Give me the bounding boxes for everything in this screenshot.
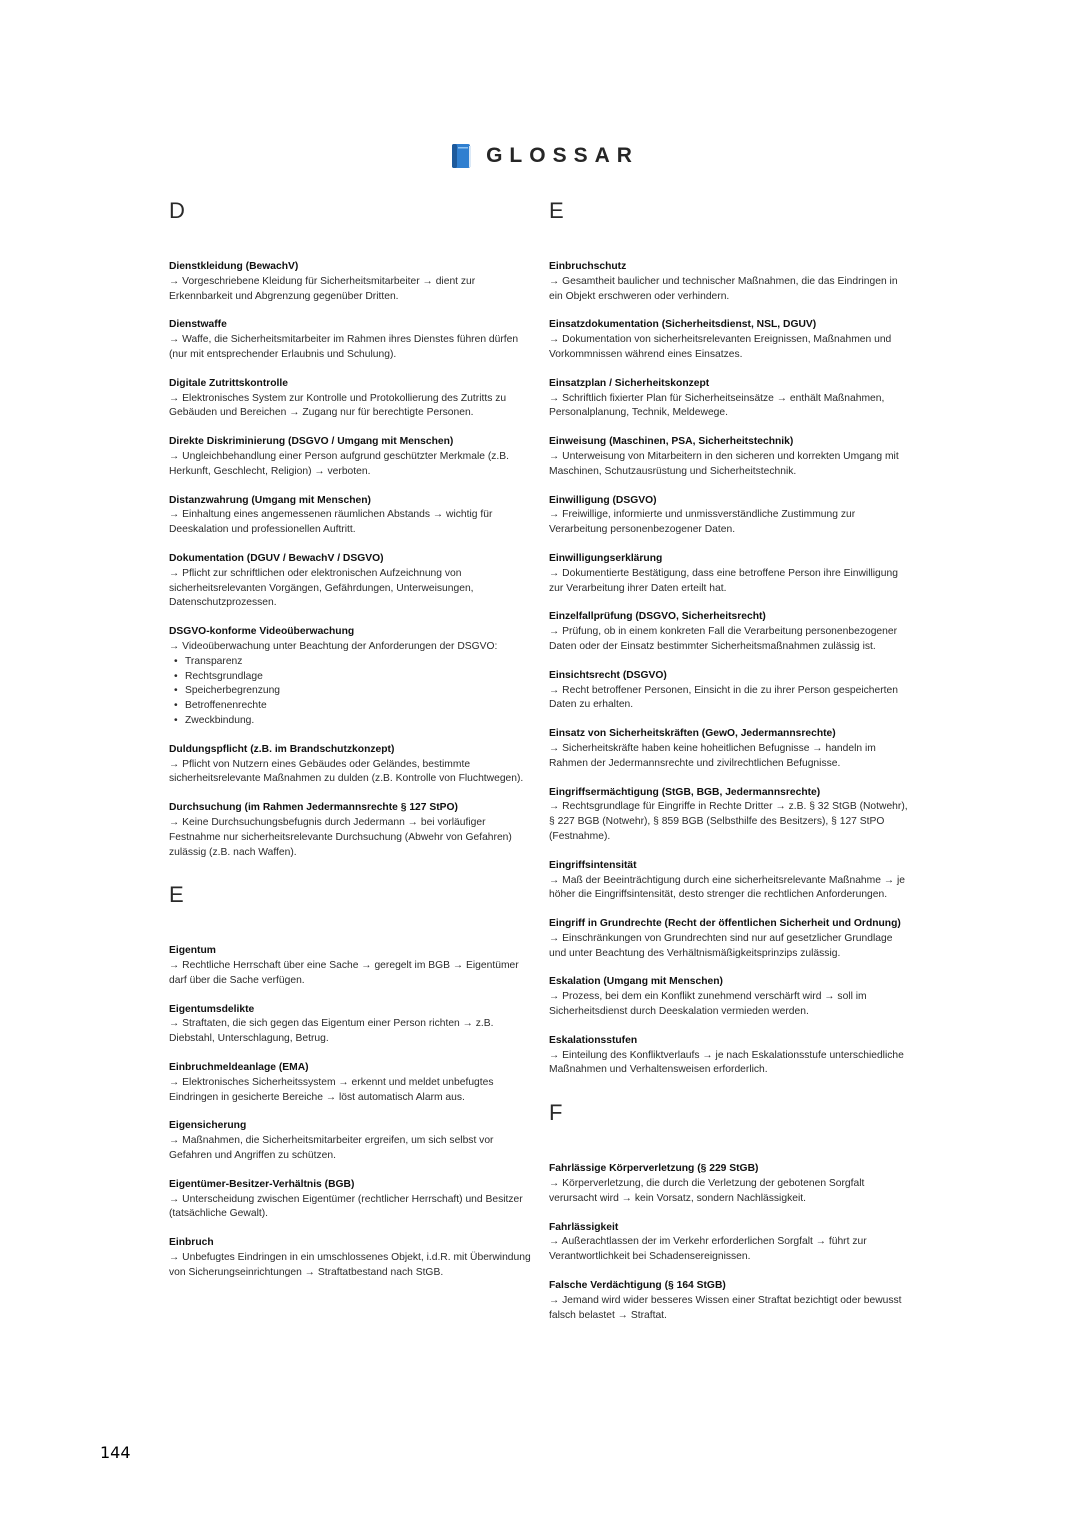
bullet-item: • Betroffenenrechte: [185, 699, 531, 714]
entry-term: Eigentum: [169, 945, 216, 957]
section-letter: F: [549, 1100, 563, 1126]
entry-term: Einwilligung (DSGVO): [549, 494, 657, 506]
section-letter: E: [549, 198, 564, 223]
entry-definition: → Maßnahmen, die Sicherheitsmitarbeiter ergreifen, um sich selbst vor Gefahren und Angriffen zu schützen.: [169, 1135, 494, 1162]
glossary-entry: [169, 1119, 531, 1163]
bullet-item: • Zweckbindung.: [185, 714, 531, 729]
entry-term: Einwilligungserklärung: [549, 552, 663, 564]
glossary-entry: [549, 727, 911, 771]
section-letter: E: [169, 882, 184, 908]
glossary-entry: [549, 610, 911, 654]
entry-definition: → Einteilung des Konfliktverlaufs → je nach Eskalationsstufe unterschiedliche Maßnahmen und Verhaltensweisen erforderlich.: [549, 1049, 904, 1076]
entry-definition: → Recht betroffener Personen, Einsicht in die zu ihrer Person gespeicherten Daten zu erhalten.: [549, 684, 898, 711]
glossary-entry: [169, 260, 531, 304]
entry-definition: → Dokumentation von sicherheitsrelevanten Ereignissen, Maßnahmen und Vorkommnissen während eines Einsatzes.: [549, 334, 892, 360]
entry-term: Falsche Verdächtigung (§ 164 StGB): [549, 1280, 726, 1292]
entry-definition: → Außerachtlassen der im Verkehr erforderlichen Sorgfalt → führt zur Verantwortlichkeit bei Schadensereignissen.: [549, 1236, 867, 1263]
entry-definition: → Körperverletzung, die durch die Verletzung der gebotenen Sorgfalt verursacht wird → kein Vorsatz, sondern Nachlässigkeit.: [549, 1178, 865, 1204]
entry-definition: → Unterweisung von Mitarbeitern in den sicheren und korrekten Umgang mit Maschinen, Schutzausrüstung und Sicherheitstechnik.: [549, 450, 899, 477]
glossary-column-left: [169, 198, 531, 1295]
glossary-section: [169, 198, 531, 860]
entry-term: Einsatzplan / Sicherheitskonzept: [549, 377, 710, 389]
bullet-item: • Transparenz: [185, 655, 531, 670]
entry-term: Eskalationsstufen: [549, 1034, 638, 1046]
entry-definition: → Pflicht von Nutzern eines Gebäudes oder Geländes, bestimmte sicherheitsrelevante Maßnahmen zu dulden (z.B. Kontrolle von Fluchtwegen).: [169, 758, 524, 785]
entry-term: Dienstwaffe: [169, 319, 227, 331]
glossary-entry: [169, 801, 531, 860]
entry-definition: → Unbefugtes Eindringen in ein umschlossenes Objekt, i.d.R. mit Überwindung von Sicherungseinrichtungen → Straftatbestand nach StGB.: [169, 1252, 531, 1278]
glossary-entry: [549, 859, 911, 903]
entry-definition: → Vorgeschriebene Kleidung für Sicherheitsmitarbeiter → dient zur Erkennbarkeit und Abgrenzung gegenüber Dritten.: [169, 275, 476, 302]
glossary-entry: [549, 1221, 911, 1265]
entry-term: Eigensicherung: [169, 1120, 247, 1132]
section-letter: D: [169, 198, 185, 223]
glossary-entry: [549, 975, 911, 1019]
entry-term: Digitale Zutrittskontrolle: [169, 377, 288, 389]
glossary-entry: [169, 435, 531, 479]
bullet-item: • Rechtsgrundlage: [185, 670, 531, 685]
entry-term: Fahrlässigkeit: [549, 1221, 619, 1233]
entry-term: Fahrlässige Körperverletzung (§ 229 StGB): [549, 1163, 759, 1175]
bullet-item: • Speicherbegrenzung: [185, 684, 531, 699]
book-icon: [450, 143, 472, 169]
entry-term: Direkte Diskriminierung (DSGVO / Umgang mit Menschen): [169, 436, 454, 448]
entry-term: Eingriffsermächtigung (StGB, BGB, Jedermannsrechte): [549, 786, 821, 798]
entry-definition: → Jemand wird wider besseres Wissen einer Straftat bezichtigt oder bewusst falsch belastet → Straftat.: [549, 1294, 902, 1321]
entry-term: Eigentümer-Besitzer-Verhältnis (BGB): [169, 1178, 355, 1190]
glossary-entry: [169, 625, 531, 729]
entry-definition: → Videoüberwachung unter Beachtung der Anforderungen der DSGVO:: [169, 640, 498, 652]
glossary-entry: [169, 944, 531, 988]
entry-term: Eskalation (Umgang mit Menschen): [549, 976, 723, 988]
glossary-entry: [169, 318, 531, 362]
entry-definition: → Gesamtheit baulicher und technischer Maßnahmen, die das Eindringen in ein Objekt erschweren oder verhindern.: [549, 275, 898, 302]
entry-definition: → Elektronisches Sicherheitssystem → erkennt und meldet unbefugtes Eindringen in gesicherte Bereiche → löst automatisch Alarm aus.: [169, 1076, 494, 1103]
entry-definition: → Rechtliche Herrschaft über eine Sache → geregelt im BGB → Eigentümer darf über die Sache verfügen.: [169, 960, 519, 986]
glossary-entry: [549, 1162, 911, 1206]
entry-term: Einbruchmeldeanlage (EMA): [169, 1062, 309, 1074]
entry-definition: → Unterscheidung zwischen Eigentümer (rechtlicher Herrschaft) und Besitzer (tatsächliche Gewalt).: [169, 1193, 523, 1220]
glossary-section: [549, 198, 911, 1078]
entry-term: Dienstkleidung (BewachV): [169, 261, 299, 272]
entry-definition: → Straftaten, die sich gegen das Eigentum einer Person richten → z.B. Diebstahl, Unterschlagung, Betrug.: [169, 1018, 494, 1045]
entry-definition: → Einschränkungen von Grundrechten sind nur auf gesetzlicher Grundlage und unter Beachtung des Verhältnismäßigkeitsprinzips zulässig.: [549, 932, 893, 959]
entry-definition: → Dokumentierte Bestätigung, dass eine betroffene Person ihre Einwilligung zur Verarbeitung ihrer Daten erteilt hat.: [549, 567, 898, 594]
glossary-entry: [549, 669, 911, 713]
entry-term: Eingriff in Grundrechte (Recht der öffentlichen Sicherheit und Ordnung): [549, 918, 901, 930]
glossary-entry: [169, 377, 531, 421]
entry-term: Eingriffsintensität: [549, 859, 637, 871]
entry-term: Einbruch: [169, 1237, 214, 1249]
glossary-entry: [549, 552, 911, 596]
entry-term: DSGVO-konforme Videoüberwachung: [169, 626, 355, 638]
page-title: GLOSSAR: [486, 144, 639, 167]
glossary-entry: [169, 743, 531, 787]
glossary-entry: [549, 260, 911, 304]
entry-definition: → Waffe, die Sicherheitsmitarbeiter im Rahmen ihres Dienstes führen dürfen (nur mit entsprechender Erlaubnis und Schulung).: [169, 334, 519, 360]
glossary-entry: [169, 1178, 531, 1222]
entry-definition: → Schriftlich fixierter Plan für Sicherheitseinsätze → enthält Maßnahmen, Personalplanung, Technik, Meldewege.: [549, 392, 885, 419]
entry-term: Durchsuchung (im Rahmen Jedermannsrechte § 127 StPO): [169, 802, 458, 814]
glossary-entry: [549, 1279, 911, 1323]
glossary-entry: [169, 1003, 531, 1047]
glossary-entry: [549, 435, 911, 479]
glossary-entry: [549, 318, 911, 362]
entry-definition: → Prozess, bei dem ein Konflikt zunehmend verschärft wird → soll im Sicherheitsdienst durch Deeskalation vermieden werden.: [549, 991, 867, 1018]
glossary-entry: [549, 786, 911, 845]
glossary-entry: [169, 1061, 531, 1105]
entry-term: Distanzwahrung (Umgang mit Menschen): [169, 494, 371, 506]
glossary-header: [0, 143, 1089, 169]
entry-definition: → Ungleichbehandlung einer Person aufgrund geschützter Merkmale (z.B. Herkunft, Geschlecht, Religion) → verboten.: [169, 450, 509, 477]
glossary-entry: [169, 1236, 531, 1280]
entry-term: Einzelfallprüfung (DSGVO, Sicherheitsrecht): [549, 611, 766, 623]
glossary-entry: [549, 377, 911, 421]
glossary-section: [169, 882, 531, 1280]
entry-definition: → Keine Durchsuchungsbefugnis durch Jedermann → bei vorläufiger Festnahme nur sicherheitsrelevante Durchsuchung (Abwehr von Gefahren) zulässig (z.B. nach Waffen).: [169, 816, 512, 858]
page-number: 144: [100, 1443, 131, 1462]
glossary-entry: [549, 494, 911, 538]
entry-definition: → Prüfung, ob in einem konkreten Fall die Verarbeitung personenbezogener Daten oder der Einsatz bestimmter Sicherheitsmaßnahmen zulässig ist.: [549, 626, 898, 652]
glossary-entry: [549, 917, 911, 961]
glossary-column-right: [549, 198, 911, 1337]
entry-definition: → Freiwillige, informierte und unmissverständliche Zustimmung zur Verarbeitung personenbezogener Daten.: [549, 509, 856, 536]
glossary-entry: [549, 1034, 911, 1078]
entry-definition: → Elektronisches System zur Kontrolle und Protokollierung des Zutritts zu Gebäuden und Bereichen → Zugang nur für berechtigte Personen.: [169, 392, 507, 419]
entry-definition: → Maß der Beeinträchtigung durch eine sicherheitsrelevante Maßnahme → je höher die Eingriffsintensität, desto strenger die rechtlichen Anforderungen.: [549, 874, 905, 901]
entry-term: Einbruchschutz: [549, 261, 627, 272]
entry-term: Einweisung (Maschinen, PSA, Sicherheitstechnik): [549, 436, 794, 448]
entry-definition: → Sicherheitskräfte haben keine hoheitlichen Befugnisse → handeln im Rahmen der Jedermannsrechte und zivilrechtlichen Befugnisse.: [549, 742, 876, 769]
glossary-entry: [169, 494, 531, 538]
glossary-entry: [169, 552, 531, 611]
bullet-list: [169, 655, 531, 729]
entry-term: Einsichtsrecht (DSGVO): [549, 669, 667, 681]
entry-term: Dokumentation (DGUV / BewachV / DSGVO): [169, 552, 384, 564]
entry-definition: → Einhaltung eines angemessenen räumlichen Abstands → wichtig für Deeskalation und professionellen Auftritt.: [169, 509, 493, 536]
glossary-section: [549, 1100, 911, 1323]
entry-term: Einsatz von Sicherheitskräften (GewO, Jedermannsrechte): [549, 728, 836, 740]
entry-definition: → Pflicht zur schriftlichen oder elektronischen Aufzeichnung von sicherheitsrelevanten Vorgängen, Gefährdungen, Unterweisungen, Datenschutzprozessen.: [169, 567, 474, 609]
entry-term: Eigentumsdelikte: [169, 1003, 255, 1015]
entry-definition: → Rechtsgrundlage für Eingriffe in Rechte Dritter → z.B. § 32 StGB (Notwehr), § 227 BGB (Notwehr), § 859 BGB (Selbsthilfe des Besitzers), § 127 StPO (Festnahme).: [549, 801, 908, 842]
entry-term: Einsatzdokumentation (Sicherheitsdienst, NSL, DGUV): [549, 319, 817, 331]
entry-term: Duldungspflicht (z.B. im Brandschutzkonzept): [169, 743, 395, 755]
